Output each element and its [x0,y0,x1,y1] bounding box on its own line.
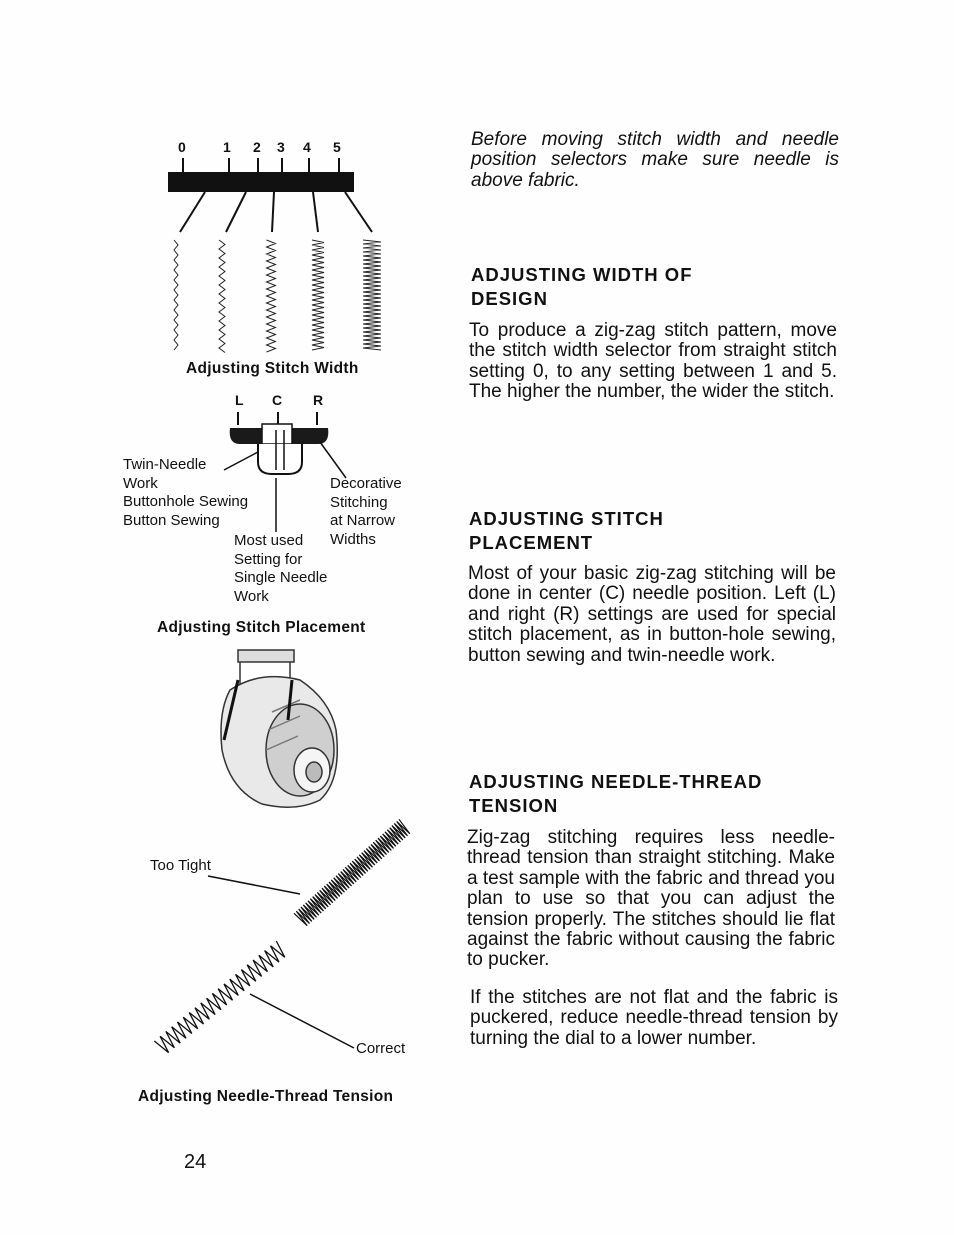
too-tight-label: Too Tight [150,857,211,874]
page-number: 24 [184,1151,207,1173]
section-placement-paragraph: Most of your basic zig-zag stitching will be done in center (C) needle position. Left (L) and right (R) settings are used for special stitch placement, as in button-hole sewing, button sewing and twin-needle work. [468,563,836,666]
correct-stitch [154,941,284,1053]
stitch-width-caption: Adjusting Stitch Width [186,360,359,377]
section-placement-heading: ADJUSTING STITCH PLACEMENT [469,508,664,553]
stitch-placement-caption: Adjusting Stitch Placement [157,619,366,636]
section-tension-paragraph-2: If the stitches are not flat and the fabric is puckered, reduce needle-thread tension by turning the dial to a lower number. [470,987,838,1049]
tension-caption: Adjusting Needle-Thread Tension [138,1088,394,1105]
width-scale-1: 1 [223,139,231,155]
too-tight-stitch [294,819,410,925]
width-scale-0: 0 [178,139,186,155]
position-r: R [313,392,324,408]
position-l: L [235,392,244,408]
width-scale-4: 4 [303,139,311,155]
correct-label: Correct [356,1040,406,1057]
section-tension-paragraph-1: Zig-zag stitching requires less needle-thread tension than straight stitching. Make a test sample with the fabric and thread you plan to use so that you can adjust the tension properly. The stitches should lie flat against the fabric without causing the fabric to pucker. [467,827,835,971]
width-scale-5: 5 [333,139,341,155]
section-tension-heading: ADJUSTING NEEDLE-THREAD TENSION [469,771,763,816]
width-scale-2: 2 [253,139,261,155]
width-scale-3: 3 [277,139,285,155]
right-position-label: Decorative Stitching at Narrow Widths [330,475,402,548]
left-position-label: Twin-Needle Work Buttonhole Sewing Button Sewing [123,456,249,529]
intro-note: Before moving stitch width and needle position selectors make sure needle is above fabric. [471,129,839,191]
section-width-heading: ADJUSTING WIDTH OF DESIGN [471,264,693,309]
section-width-paragraph: To produce a zig-zag stitch pattern, move the stitch width selector from straight stitch setting 0, to any setting between 1 and 5. The higher the number, the wider the stitch. [469,320,837,403]
center-position-label: Most used Setting for Single Needle Work [234,532,328,605]
position-c: C [272,392,283,408]
